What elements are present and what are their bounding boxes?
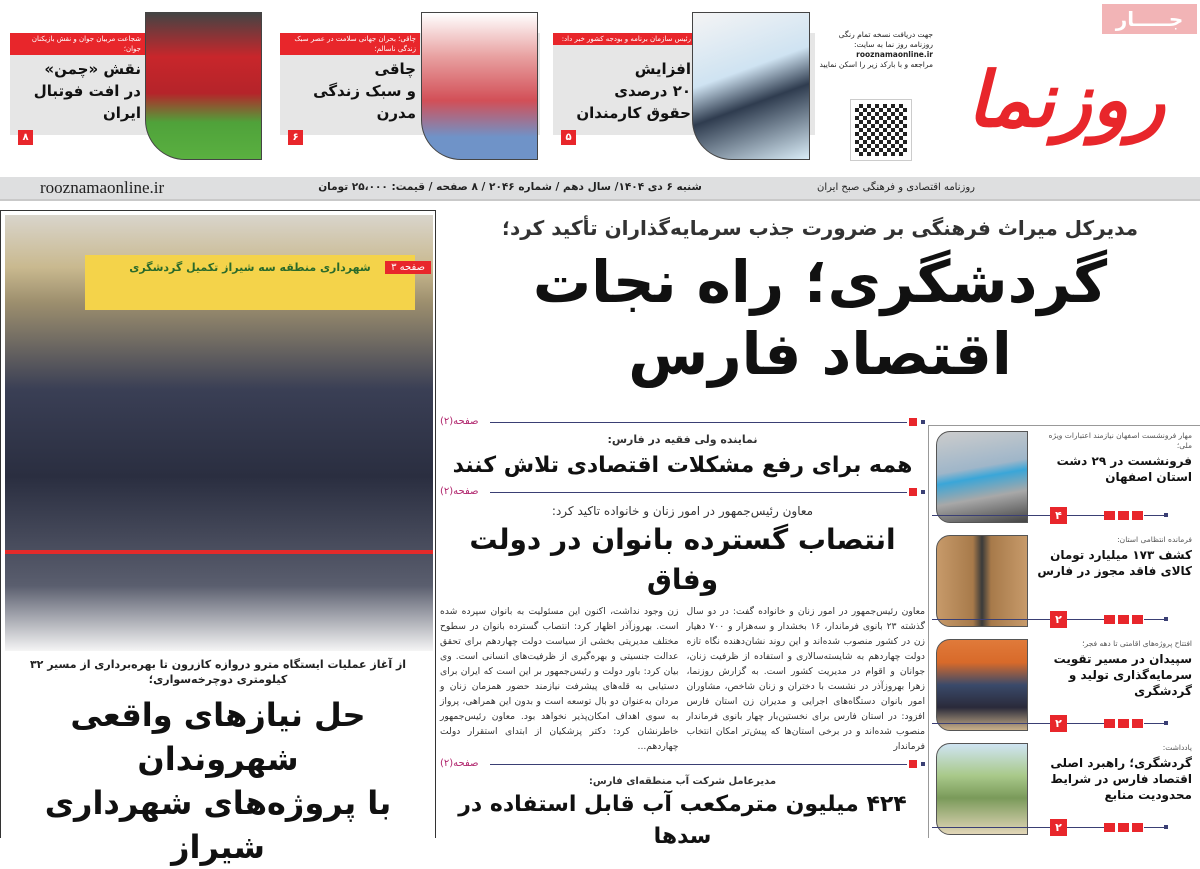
story-body-left: زن وجود نداشت، اکنون این مسئولیت به بانوان سپرده شده است. بهروزآذر اظهار کرد: انتصاب گسترده بانوان در سطوح مختلف مدیریتی بخشی از سیاست دولت چهاردهم برای تحقق عدالت جنسیتی و بهره‌گیری از ظرفیت‌های انسانی است. وی بیان کرد: باور دولت و رئیس‌جمهور بر این است که ایران برای دستیابی به قله‌های پیشرفت نیازمند حضور همزمان زنان و مردان به‌عنوان دو بال توسعه است و بدون این همراهی، پرواز به سوی اهداف امکان‌پذیر نخواهد بود. معاون رئیس‌جمهور خاطرنشان کرد: دکتر پزشکیان از ابتدای استقرار دولت چهاردهم... xyxy=(440,606,679,752)
photo-story[interactable] xyxy=(0,210,436,866)
sidebar-photo xyxy=(936,535,1028,627)
middle-column xyxy=(440,412,925,853)
sidebar-photo xyxy=(936,431,1028,523)
lead-kicker: مدیرکل میراث فرهنگی بر ضرورت جذب سرمایه‌گذاران تأکید کرد؛ xyxy=(501,216,1139,240)
page-ref[interactable]: صفحه(۲) xyxy=(440,486,479,497)
qr-code[interactable] xyxy=(851,100,911,160)
ribbon-cutting-photo xyxy=(5,215,433,651)
teaser-obesity[interactable]: چاقی؛ بحران جهانی سلامت در عصر سبک زندگی ناسالم؛ چاقی و سبک زندگی مدرن ۶ xyxy=(280,33,540,135)
separator xyxy=(440,486,925,498)
teaser-budget[interactable]: رئیس سازمان برنامه و بودجه کشور خبر داد: افزایش ۲۰ درصدی حقوق کارمندان ۵ xyxy=(553,33,815,135)
photo-story-headline: حل نیازهای واقعی شهروندان با پروژه‌های شهرداری شیراز xyxy=(44,696,392,866)
logo-wordmark: روزنما xyxy=(966,55,1166,144)
page-ref[interactable]: صفحه(۲) xyxy=(440,758,479,769)
story-headline[interactable]: انتصاب گسترده بانوان در دولت وفاق xyxy=(469,523,896,596)
story-body-right: معاون رئیس‌جمهور در امور زنان و خانواده گفت: در دو سال گذشته ۲۳ بانوی فرماندار، ۱۶ بخشدار و سه‌هزار و ۷۰۰ دهیار زن در کشور منصوب شده‌اند و این روند نشان‌دهنده نگاه تازه دولت چهاردهم به شایسته‌سالاری و استفاده از ظرفیت زنان، جوانان و اقوام در مدیریت کشور است. به گزارش روزنما، زهرا بهروزآذر در نشست با دختران و زنان شاخص، مشاوران امور بانوان دستگاه‌های اجرایی و مدیران زن استان فارس افزود: در استان فارس برای نخستین‌بار چهار بانوی فرماندار منصوب شده‌اند و در برخی استان‌ها که پیش‌تر امکان انتخاب فرماندار xyxy=(686,606,925,752)
page-badge: ۵ xyxy=(561,130,576,145)
story-kicker: معاون رئیس‌جمهور در امور زنان و خانواده تاکید کرد: xyxy=(551,504,814,518)
story-kicker: نماینده ولی فقیه در فارس: xyxy=(607,433,758,446)
story-kicker: مدیرعامل شرکت آب منطقه‌ای فارس: xyxy=(588,776,777,787)
teaser-photo-belly xyxy=(421,12,538,160)
separator xyxy=(440,416,925,428)
sidebar-photo xyxy=(936,639,1028,731)
event-banner: شهرداری منطقه سه شیراز تکمیل گردشگری xyxy=(85,255,415,310)
story-body xyxy=(440,604,925,754)
issue-info: شنبه ۶ دی ۱۴۰۴/ سال دهم / شماره ۲۰۴۶ / ۸ صفحه / قیمت: ۲۵،۰۰۰ تومان xyxy=(318,181,702,193)
website-link[interactable]: rooznamaonline.ir xyxy=(40,178,165,197)
ribbon xyxy=(5,550,433,554)
sidebar-photo xyxy=(936,743,1028,835)
photo-story-caption xyxy=(9,657,427,869)
page-tag: صفحه ۳ xyxy=(385,261,431,274)
logo-tag: جـــــار xyxy=(1102,4,1197,34)
photo-story-kicker: از آغاز عملیات ایستگاه مترو دروازه کازرون تا بهره‌برداری از مسیر ۳۲ کیلومتری دوچرخه‌سواری؛ xyxy=(29,658,407,686)
page-ref[interactable]: صفحه(۲) xyxy=(440,416,479,427)
teaser-photo-calculator xyxy=(692,12,810,160)
page-badge: ۶ xyxy=(288,130,303,145)
teaser-title: نقش «چمن» در افت فوتبال ایران xyxy=(33,60,141,122)
sidebar-item-sepidan[interactable]: افتتاح پروژه‌های اقامتی تا دهه فجر؛ سپیدان در مسیر تقویت سرمایه‌گذاری تولید و گردشگری ۲ xyxy=(932,635,1200,739)
sidebar-item-tourism[interactable]: یادداشت: گردشگری؛ راهبرد اصلی اقتصاد فارس در شرایط محدودیت منابع ۲ xyxy=(932,739,1200,843)
sidebar-item-smuggling[interactable]: فرمانده انتظامی استان: کشف ۱۷۳ میلیارد تومان کالای فاقد مجوز در فارس ۲ xyxy=(932,531,1200,635)
separator xyxy=(440,758,925,770)
teaser-title: چاقی و سبک زندگی مدرن xyxy=(313,60,416,122)
sidebar-item-subsidence[interactable]: مهار فرونشست اصفهان نیازمند اعتبارات ویژه ملی؛ فرونشست در ۲۹ دشت استان اصفهان ۴ xyxy=(932,427,1200,531)
issue-info-bar xyxy=(0,177,1200,201)
teaser-football[interactable]: شجاعت مربیان جوان و نقش بازیکنان جوان؛ نقش «چمن» در افت فوتبال ایران ۸ xyxy=(10,33,262,135)
lead-headline[interactable]: گردشگری؛ راه نجات اقتصاد فارس xyxy=(532,248,1108,388)
lead-story xyxy=(442,214,1198,390)
page-badge: ۸ xyxy=(18,130,33,145)
teaser-photo-football xyxy=(145,12,262,160)
newspaper-logo xyxy=(935,0,1197,175)
teaser-title: افزایش ۲۰ درصدی حقوق کارمندان xyxy=(576,60,691,122)
story-headline[interactable]: همه برای رفع مشکلات اقتصادی تلاش کنند xyxy=(452,453,913,478)
tagline: روزنامه اقتصادی و فرهنگی صبح ایران xyxy=(817,182,975,193)
story-headline[interactable]: ۴۲۴ میلیون مترمکعب آب قابل استفاده در سدها xyxy=(458,792,907,849)
qr-note: جهت دریافت نسخه تمام رنگی روزنامه روز نما به سایت: rooznamaonline.ir مراجعه و با بارکد زیر را اسکن نمایید xyxy=(819,30,933,69)
